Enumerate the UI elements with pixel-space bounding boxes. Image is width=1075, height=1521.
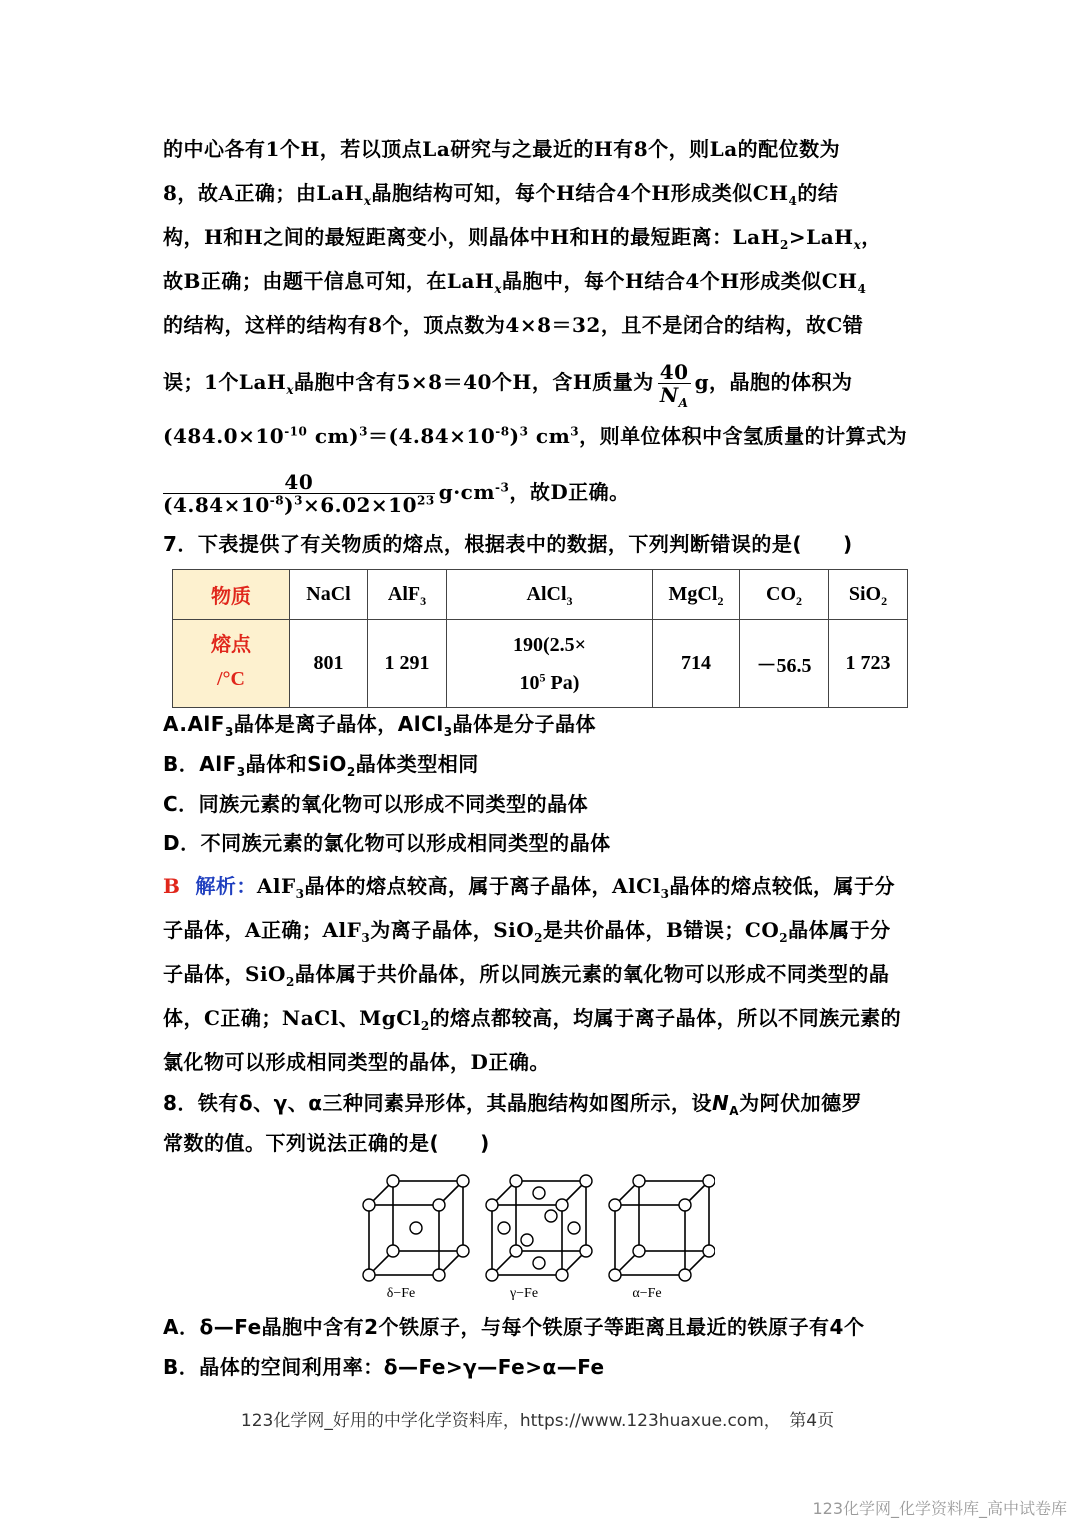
gamma-fe-label: γ−Fe [509,1286,539,1301]
explanation-line-7: ($484.0\times 10^{-10}$ $cm)^3=(4.84\times 10^{-8})^3$ $cm^3$，则单位体积中含氢质量的计算式为 [163,424,908,448]
q7-option-a: A.AlF$_3$晶体是离子晶体，AlCl$_3$晶体是分子晶体 [163,712,597,739]
table-cell-melting-point: －56.5 [740,620,829,708]
question-8-stem-2: 常数的值。下列说法正确的是( ) [163,1131,490,1155]
melting-point-table [172,569,908,708]
q7-analysis-line-2: 子晶体，A正确；AlF$_3$为离子晶体，SiO$_2$是共价晶体，B错误；$CO_2$晶体属于分 [163,918,891,945]
table-cell-substance: MgCl$_2$ [653,570,740,620]
explanation-line-3: 构，H和H之间的最短距离变小，则晶体中H和H的最短距离：LaH$_2$>LaH$_x$， [163,225,882,252]
delta-fe-label: δ−Fe [386,1286,416,1301]
q7-analysis-line-3: 子晶体，SiO$_2$晶体属于共价晶体，所以同族元素的氧化物可以形成不同类型的晶 [163,962,890,989]
q7-option-b: B．AlF$_3$晶体和SiO$_2$晶体类型相同 [163,752,479,779]
watermark: 123化学网_化学资料库_高中试卷库 [812,1499,1067,1518]
table-cell-melting-point: 714 [653,620,740,708]
alpha-fe-label: α−Fe [632,1286,662,1301]
fraction-40-over-NA: $\frac{40}{N_A}$ [659,360,689,410]
q7-option-d: D．不同族元素的氯化物可以形成相同类型的晶体 [163,831,611,855]
table-cell-melting-point: 801 [290,620,368,708]
q8-option-b: B．晶体的空间利用率：δ—Fe>γ—Fe>α—Fe [163,1355,605,1379]
q8-option-a: A．δ—Fe晶胞中含有2个铁原子，与每个铁原子等距离且最近的铁原子有4个 [163,1315,865,1339]
page-footer: 123化学网_好用的中学化学资料库，https://www.123huaxue.com， 第4页 [240,1411,835,1431]
q7-answer: B [163,874,181,898]
analysis-label: 解析： [195,874,257,898]
table-cell-substance: NaCl [290,570,368,620]
table-cell-melting-point: 1 723 [829,620,908,708]
table-cell-melting-point: 1 291 [368,620,447,708]
table-cell-substance: AlCl$_3$ [447,570,653,620]
q7-analysis-line-4: 体，C正确；NaCl、MgCl$_2$的熔点都较高，均属于离子晶体，所以不同族元素的 [163,1006,902,1033]
table-cell-melting-point: 190(2.5× $10^5$ Pa) [447,620,653,708]
explanation-line-6: 误；1个LaH$_x$晶胞中含有5×8＝40个H，含H质量为 $\frac{40}{N_A}$ g，晶胞的体积为 [163,360,853,410]
table-cell-substance: AlF$_3$ [368,570,447,620]
explanation-line-8: $\frac{40}{(4.84\times 10^{-8})^3\times 6.02\times 10^{23}}$ $g\cdot cm^{-3}$，故D正确。 [163,470,630,517]
fraction-density: $\frac{40}{(4.84\times 10^{-8})^3\times 6.02\times 10^{23}}$ [163,470,435,517]
alpha-fe-cube [615,1181,709,1275]
explanation-line-1: 的中心各有1个H，若以顶点La研究与之最近的H有8个，则La的配位数为 [163,137,841,161]
explanation-line-2: 8，故A正确；由LaH$_x$晶胞结构可知，每个H结合4个H形成类似$CH_4$的结 [163,181,839,208]
explanation-line-5: 的结构，这样的结构有8个，顶点数为4×8＝32，且不是闭合的结构，故C错 [163,313,864,337]
q7-analysis-line-5: 氯化物可以形成相同类型的晶体，D正确。 [163,1050,550,1074]
q7-option-c: C．同族元素的氧化物可以形成不同类型的晶体 [163,792,589,816]
question-8-stem-1: 8．铁有δ、γ、α三种同素异形体，其晶胞结构如图所示，设$N_A$为阿伏加德罗 [163,1091,863,1118]
question-7-stem: 7．下表提供了有关物质的熔点，根据表中的数据，下列判断错误的是( ) [163,532,853,556]
table-header-melting-point: 熔点 /°C [173,620,290,708]
explanation-line-4: 故B正确；由题干信息可知，在LaH$_x$晶胞中，每个H结合4个H形成类似$CH_4$ [163,269,867,296]
table-cell-substance: $CO_2$ [740,570,829,620]
q7-analysis-line-1: B 解析：AlF$_3$晶体的熔点较高，属于离子晶体，AlCl$_3$晶体的熔点较低，属于分 [163,874,896,901]
iron-unit-cell-diagram [355,1165,715,1305]
table-cell-substance: SiO$_2$ [829,570,908,620]
table-header-substance: 物质 [173,570,290,620]
